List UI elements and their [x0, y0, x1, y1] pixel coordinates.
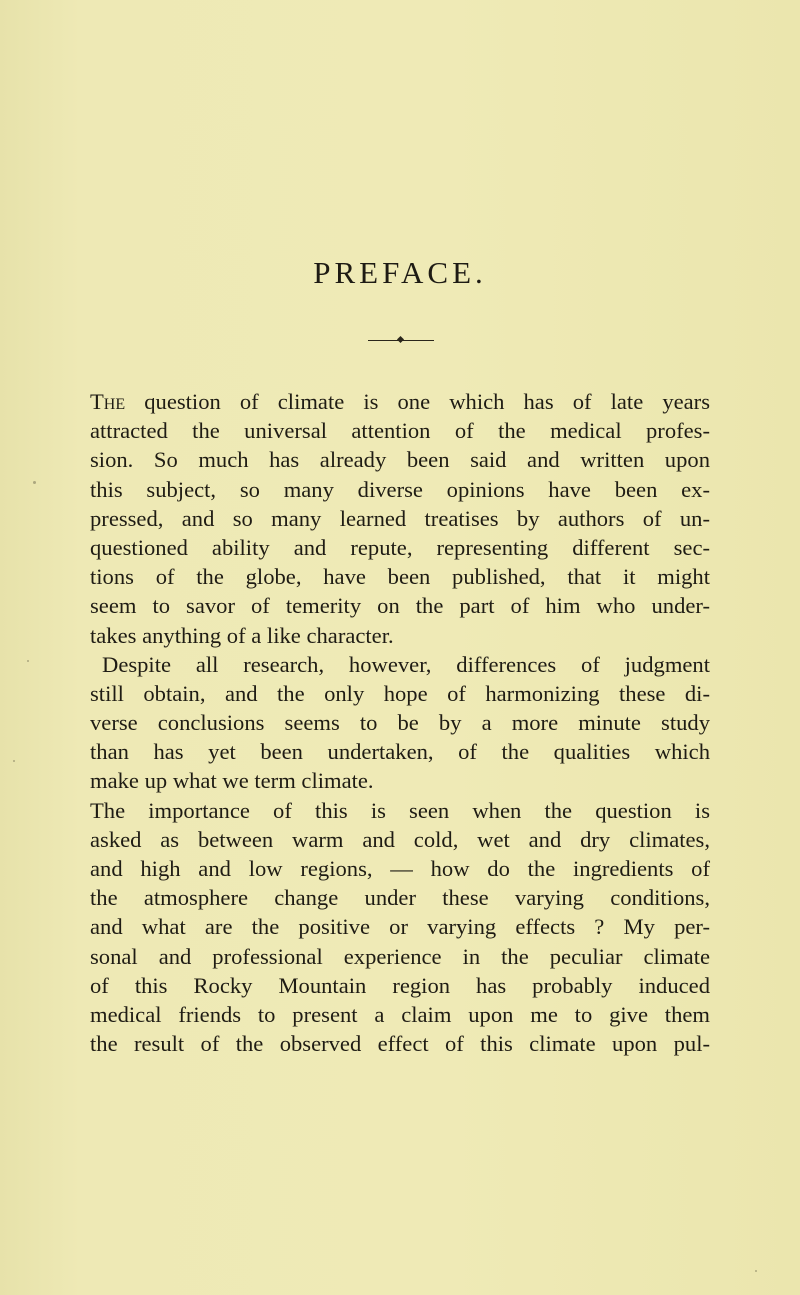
text-line: and high and low regions, — how do the ingredients of: [90, 856, 710, 881]
text-line: and what are the positive or varying effects ? My per-: [90, 914, 710, 940]
paper-speck: [755, 1270, 757, 1272]
text-line: this subject, so many diverse opinions have been ex-: [90, 476, 710, 502]
lead-word: The: [90, 389, 126, 414]
text-line: medical friends to present a claim upon me to give them: [90, 1001, 710, 1027]
text-line: asked as between warm and cold, wet and dry climates,: [90, 826, 710, 852]
paper-speck: [27, 660, 29, 662]
text-line: The importance of this is seen when the question is: [90, 797, 710, 823]
text-line: attracted the universal attention of the medical profes-: [90, 418, 710, 444]
text-line: Despite all research, however, differences of judgment: [102, 651, 710, 677]
preface-body: [90, 387, 710, 1058]
paper-speck: [33, 481, 36, 484]
text-line: seem to savor of temerity on the part of him who under-: [90, 593, 710, 619]
text-line: verse conclusions seems to be by a more minute study: [90, 710, 710, 736]
text-line: takes anything of a like character.: [90, 622, 394, 648]
text-line: still obtain, and the only hope of harmonizing these di-: [90, 680, 710, 706]
text-line: of this Rocky Mountain region has probably induced: [90, 972, 710, 998]
text-line: sonal and professional experience in the peculiar climate: [90, 943, 710, 969]
page-title: PREFACE.: [313, 255, 487, 290]
ornamental-diamond-icon: [397, 336, 404, 343]
text-line: pressed, and so many learned treatises by authors of un-: [90, 505, 710, 531]
text-line: questioned ability and repute, representing different sec-: [90, 534, 710, 560]
text-line: tions of the globe, have been published, that it might: [90, 564, 710, 590]
text-line: than has yet been undertaken, of the qualities which: [90, 739, 710, 765]
text-line: make up what we term climate.: [90, 768, 374, 794]
text-line: sion. So much has already been said and written upon: [90, 447, 710, 473]
paper-speck: [13, 760, 15, 762]
text-line: [90, 387, 710, 416]
text-line-rest: question of climate is one which has of late years: [125, 389, 710, 414]
text-line: the atmosphere change under these varying conditions,: [90, 885, 710, 911]
text-line: the result of the observed effect of this climate upon pul-: [90, 1031, 710, 1057]
